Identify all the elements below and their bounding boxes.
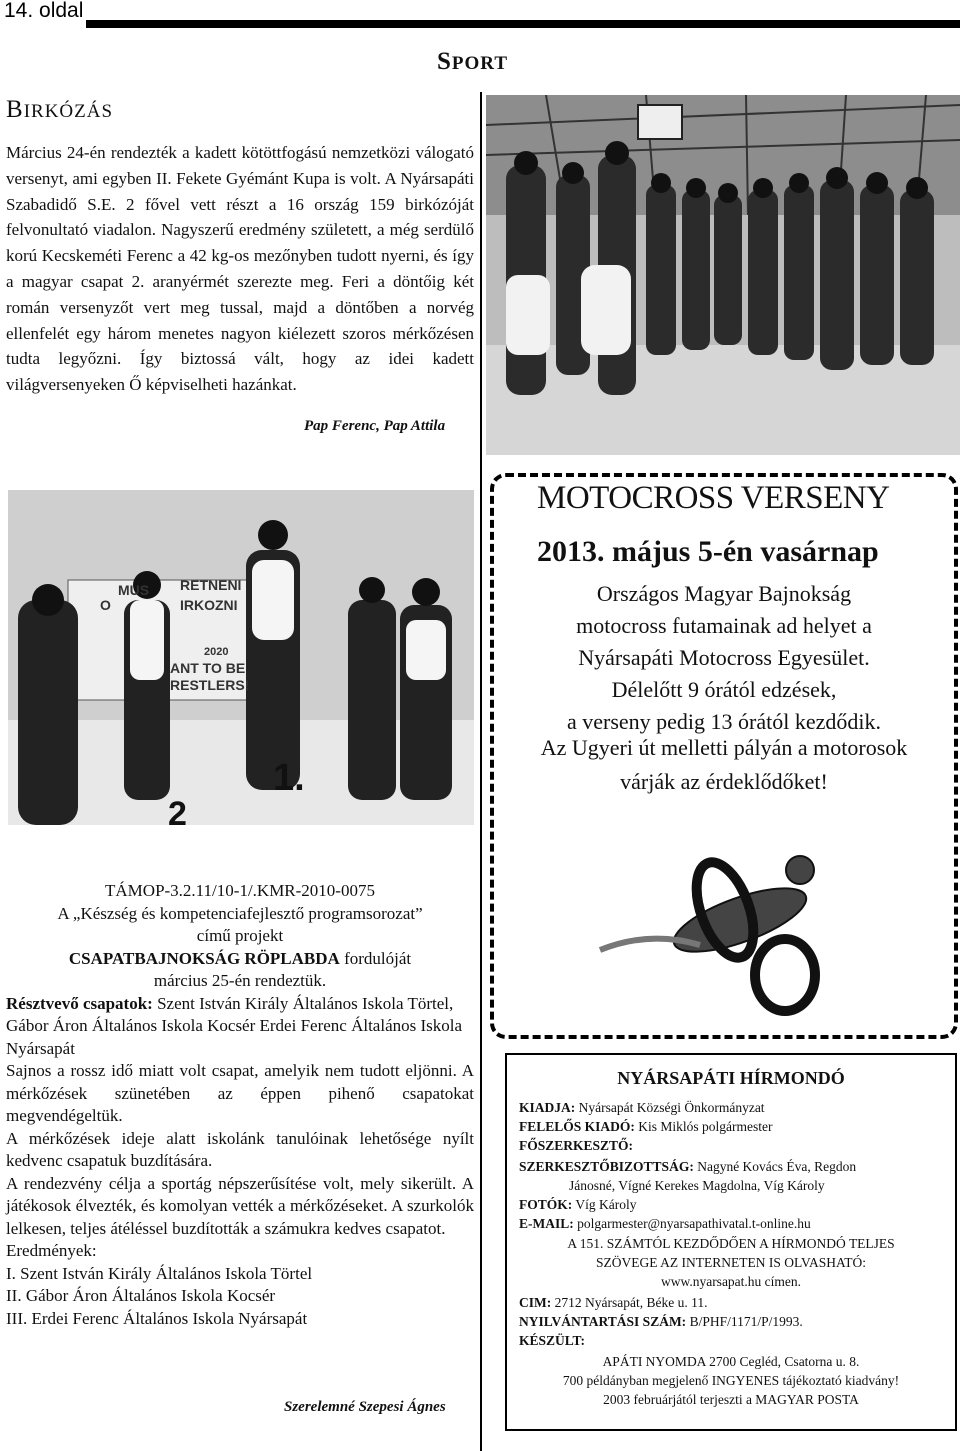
- imprint-printer: APÁTI NYOMDA 2700 Cegléd, Csatorna u. 8.: [602, 1354, 860, 1369]
- volleyball-paragraph-1: Sajnos a rossz idő miatt volt csapat, amelyik nem tudott eljönni. A mérkőzések szünetében az éppen pihenő csapatokat megvendégeltük.: [6, 1061, 474, 1125]
- imprint-photos-value: Víg Károly: [572, 1197, 637, 1212]
- event-date: március 25-én rendeztük.: [153, 971, 327, 990]
- podium-banner-text-3: O: [100, 597, 111, 613]
- imprint-board-value: Nagyné Kovács Éva, Regdon: [693, 1159, 857, 1174]
- motocross-line-5: a verseny pedig 13 órától kezdődik.: [566, 709, 881, 734]
- imprint-editor-in-chief-label: FŐSZERKESZTŐ:: [519, 1138, 634, 1153]
- imprint-registry-label: NYILVÁNTARTÁSI SZÁM:: [519, 1314, 687, 1329]
- result-1: I. Szent István Király Általános Iskola Törtel: [6, 1263, 313, 1283]
- podium-banner-text-4: IRKOZNI: [180, 597, 238, 613]
- column-divider: [480, 92, 482, 1451]
- imprint-responsible: [519, 1117, 773, 1136]
- imprint-publisher-label: KIADJA:: [519, 1100, 576, 1115]
- teams-list: Szent István Király Általános Iskola Törtel, Gábor Áron Általános Iskola Kocsér Erdei Ferenc Általános Iskola Nyársapát: [6, 993, 463, 1058]
- imprint-footer-2: 2003 februárjától terjeszti a MAGYAR POSTA: [603, 1392, 859, 1407]
- teams-paragraph: [6, 993, 474, 1061]
- event-rest: fordulóját: [339, 948, 412, 968]
- podium-banner-text-1: MUS: [118, 582, 150, 598]
- imprint-address: [519, 1293, 707, 1312]
- header-rule: [86, 20, 960, 28]
- motocross-line-7: várják az érdeklődőket!: [620, 769, 828, 794]
- volleyball-paragraph-3: A rendezvény célja a sportág népszerűsítése volt, mely sikerült. A játékosok élvezték, és komolyan vették a mérkőzéseket. A szurkolók lelkesen, teljes átéléssel buzdították a számukra kedves csapatot.: [6, 1173, 474, 1238]
- podium-photo: [8, 490, 474, 825]
- imprint-address-value: 2712 Nyársapát, Béke u. 11.: [551, 1295, 708, 1310]
- project-code: TÁMOP-3.2.11/10-1/.KMR-2010-0075: [105, 881, 375, 900]
- imprint-email-label: E-MAIL:: [519, 1216, 574, 1231]
- sports-hall-photo-image: [486, 95, 960, 455]
- podium-second-place: 2: [168, 795, 187, 825]
- section-title: [437, 48, 508, 76]
- imprint-photos: [519, 1195, 637, 1214]
- teams-label: Résztvevő csapatok:: [6, 993, 153, 1013]
- imprint-responsible-label: FELELŐS KIADÓ:: [519, 1119, 635, 1134]
- imprint-printed: [519, 1331, 585, 1350]
- motocross-rider-image: [590, 830, 860, 1020]
- imprint-notice-2: SZÖVEGE AZ INTERNETEN IS OLVASHATÓ:: [596, 1255, 866, 1270]
- volleyball-article: [6, 880, 474, 1330]
- imprint-board: [519, 1157, 856, 1176]
- motocross-line-1: Országos Magyar Bajnokság: [596, 581, 852, 606]
- imprint-editor-in-chief: [519, 1136, 633, 1155]
- motocross-title: MOTOCROSS VERSENY: [537, 480, 890, 516]
- imprint-footer-1: 700 példányban megjelenő INGYENES tájékoztató kiadvány!: [562, 1373, 900, 1388]
- volleyball-paragraph-2: A mérkőzések ideje alatt iskolánk tanulóinak lehetősége nyílt kedvenc csapatuk buzdítására.: [6, 1128, 474, 1170]
- wrestling-byline: Pap Ferenc, Pap Attila: [304, 418, 446, 434]
- imprint-board-cont: Jánosné, Vígné Kerekes Magdolna, Víg Károly: [569, 1178, 825, 1193]
- imprint-address-label: CIM:: [519, 1295, 552, 1310]
- podium-banner-text-7: RESTLERS!: [170, 677, 250, 693]
- program-name: A „Készség és kompetenciafejlesztő programsorozat”: [57, 903, 423, 923]
- imprint-email-value: polgarmester@nyarsapathivatal.t-online.hu: [573, 1216, 811, 1231]
- imprint-publisher: [519, 1098, 765, 1117]
- podium-first-place: 1.: [273, 757, 305, 799]
- imprint-responsible-value: Kis Miklós polgármester: [634, 1119, 773, 1134]
- result-3: III. Erdei Ferenc Általános Iskola Nyársapát: [6, 1308, 308, 1328]
- imprint-title: NYÁRSAPÁTI HÍRMONDÓ: [617, 1068, 845, 1088]
- podium-photo-image: [8, 490, 474, 825]
- imprint-photos-label: FOTÓK:: [519, 1197, 573, 1212]
- podium-banner-text-5: 2020: [204, 646, 229, 658]
- motocross-rider-graphic: [590, 830, 860, 1020]
- section-title-first: S: [437, 48, 452, 75]
- podium-banner-text-2: RETNENI: [180, 577, 242, 593]
- imprint-notice-3: www.nyarsapat.hu címen.: [660, 1274, 802, 1289]
- event-line: [6, 948, 474, 971]
- results-label: Eredmények:: [6, 1241, 97, 1260]
- imprint-registry-value: B/PHF/1171/P/1993.: [686, 1314, 803, 1329]
- wrestling-title-rest: IRKÓZÁS: [23, 101, 114, 122]
- motocross-date: 2013. május 5-én vasárnap: [537, 535, 879, 568]
- section-title-rest: PORT: [451, 53, 509, 74]
- volleyball-byline: Szerelemné Szepesi Ágnes: [284, 1399, 446, 1415]
- podium-banner-text-6: ANT TO BE: [170, 660, 246, 676]
- imprint-email: [519, 1214, 811, 1233]
- motocross-line-6: Az Ugyeri út melletti pályán a motorosok: [540, 735, 908, 760]
- imprint-notice-1: A 151. SZÁMTÓL KEZDŐDŐEN A HÍRMONDÓ TELJES: [567, 1236, 895, 1251]
- motocross-line-3: Nyársapáti Motocross Egyesület.: [578, 645, 870, 670]
- result-2: II. Gábor Áron Általános Iskola Kocsér: [6, 1286, 276, 1305]
- wrestling-title-first: B: [6, 96, 24, 123]
- project-label: című projekt: [196, 926, 284, 945]
- motocross-line-4: Délelőtt 9 órától edzések,: [611, 677, 837, 702]
- event-name: CSAPATBAJNOKSÁG RÖPLABDA: [68, 948, 340, 968]
- wrestling-body: Március 24-én rendezték a kadett kötöttfogású nemzetközi válogató versenyt, ami egyben II. Fekete Gyémánt Kupa is volt. A Nyársapáti Szabadidő S.E. 2 fővel vett részt a 16 ország 159 birkózóját felvonultató viadalon. Nagyszerű eredmény született, a még serdülő korú Kecskeméti Ferenc a 42 kg-os mezőnyben tudott nyerni, és így a magyar csapat 2. aranyérmét szerezte meg. Feri a döntőig két román versenyzőt vert meg tussal, majd a döntőben a norvég ellenfelét egy három menetes nagyon kiélezett szoros mérkőzésen tudta legyőzni. Így biztossá vált, hogy az idei kadett világversenyeken Ő képviselheti hazánkat.: [6, 143, 474, 395]
- wrestling-title: [6, 96, 113, 124]
- imprint-registry: [519, 1312, 803, 1331]
- motocross-line-2: motocross futamainak ad helyet a: [576, 613, 872, 638]
- imprint-publisher-value: Nyársapát Községi Önkormányzat: [575, 1100, 765, 1115]
- sports-hall-photo: [486, 95, 960, 455]
- imprint-printed-label: KÉSZÜLT:: [519, 1333, 586, 1348]
- imprint-board-label: SZERKESZTŐBIZOTTSÁG:: [519, 1159, 694, 1174]
- page-number: 14. oldal: [4, 0, 84, 22]
